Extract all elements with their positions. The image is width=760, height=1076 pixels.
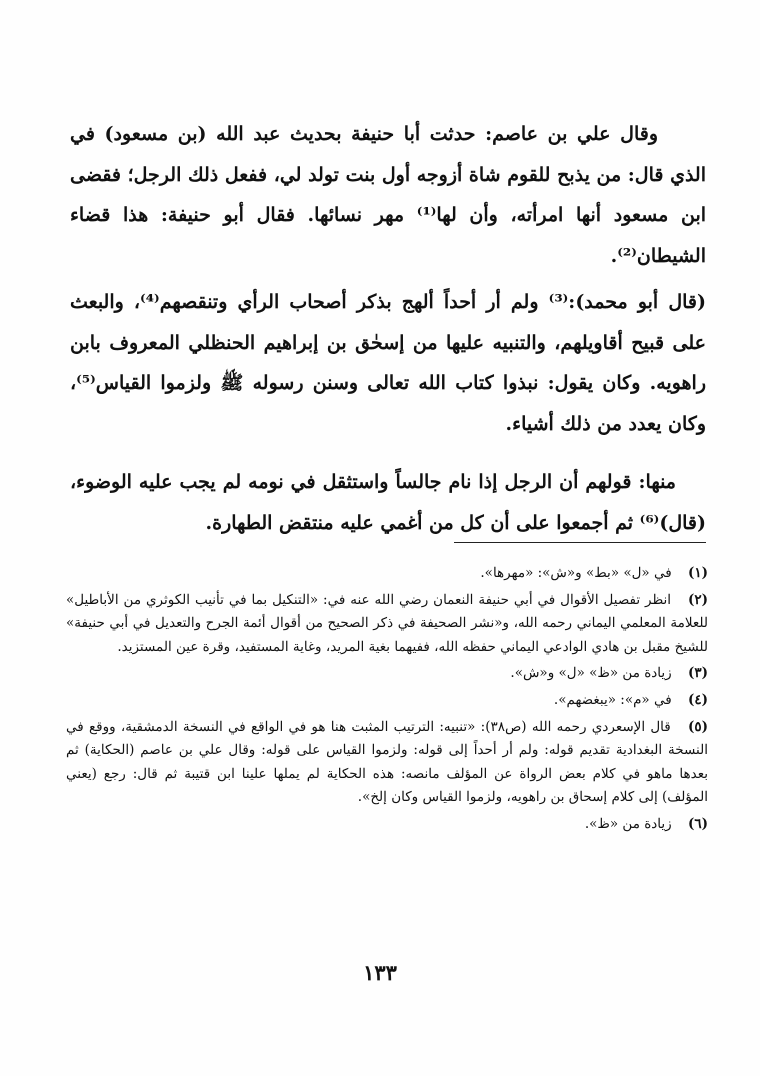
footnote-text: زيادة من «ظ». — [584, 815, 672, 832]
footnote-6 — [66, 813, 708, 837]
footnote-number: (٢) — [687, 591, 708, 608]
paragraph-ali-bin-asim: وقال علي بن عاصم: حدثت أبا حنيفة بحديث عبد الله (بن مسعود) في الذي قال: من يذبح للقوم شاة أزوجه أول بنت تولد لي، ففعل ذلك الرجل؛ فقضى ابن مسعود أنها امرأته، وأن لها⁽¹⁾ مهر نسائها. فقال أبو حنيفة: هذا قضاء الشيطان⁽²⁾. — [70, 123, 707, 267]
footnote-text: قال الإسعردي رحمه الله (ص٣٨): «تنبيه: الترتيب المثبت هنا هو في الواقع في النسخة الدمشقية، ووقع في النسخة البغدادية تقديم قوله: ولم أر أحداً إلى قوله: ولزموا القياس على قوله: وقال علي بن عاصم (الحكاية) ثم بعدها ماهو في كلام بعض الرواة عن المؤلف مانصه: هذه الحكاية لم يملها علينا ابن قتيبة ثم قال: رجع (يعني المؤلف) إلى كلام إسحاق بن راهويه، ولزموا القياس وكان إلخ». — [66, 718, 708, 806]
footnote-number: (٥) — [687, 718, 708, 735]
footnote-number: (١) — [687, 565, 708, 581]
footnote-text: زيادة من «ظ» «ل» و«ش». — [510, 665, 672, 682]
footnote-separator — [454, 542, 706, 543]
footnote-text: في «م»: «يبغضهم». — [553, 691, 672, 708]
footnote-4 — [66, 689, 708, 713]
footnote-1 — [66, 562, 708, 586]
footnote-number: (٤) — [687, 691, 708, 708]
footnote-2 — [66, 589, 708, 660]
page-number: ١٣٣ — [363, 960, 397, 985]
footnote-3 — [66, 662, 708, 686]
footnote-number: (٦) — [687, 815, 708, 832]
paragraph-abu-muhammad: (قال أبو محمد):⁽³⁾ ولم أر أحداً ألهج بذكر أصحاب الرأي وتنقصهم⁽⁴⁾، والبعث على قبيح أقاويلهم، والتنبيه عليها من إسحٰق بن إبراهيم الحنظلي المعروف بابن راهويه. وكان يقول: نبذوا كتاب الله تعالى وسنن رسوله ﷺ ولزموا القياس⁽⁵⁾، وكان يعدد من ذلك أشياء. — [70, 291, 706, 435]
footnotes — [66, 562, 708, 840]
paragraph-minha: منها: قولهم أن الرجل إذا نام جالساً واستثقل في نومه لم يجب عليه الوضوء، (قال)⁽⁶⁾ ثم أجمعوا على أن كل من أغمي عليه منتقض الطهارة. — [70, 471, 706, 534]
footnote-text: انظر تفصيل الأقوال في أبي حنيفة النعمان رضي الله عنه في: «التنكيل بما في تأنيب الكوثري من الأباطيل» للعلامة المعلمي اليماني رحمه الله، و«نشر الصحيفة في ذكر الصحيح من أقوال أئمة الجرح والتعديل في أبي حنيفة» للشيخ مقبل بن هادي الوادعي اليماني حفظه الله، ففيهما بغية المريد، وغاية المستفيد، وقرة عين المستزيد. — [66, 591, 708, 655]
footnote-5 — [66, 716, 708, 810]
footnote-number: (٣) — [687, 665, 708, 682]
footnote-text: في «ل» «بط» و«ش»: «مهرها». — [480, 565, 672, 581]
